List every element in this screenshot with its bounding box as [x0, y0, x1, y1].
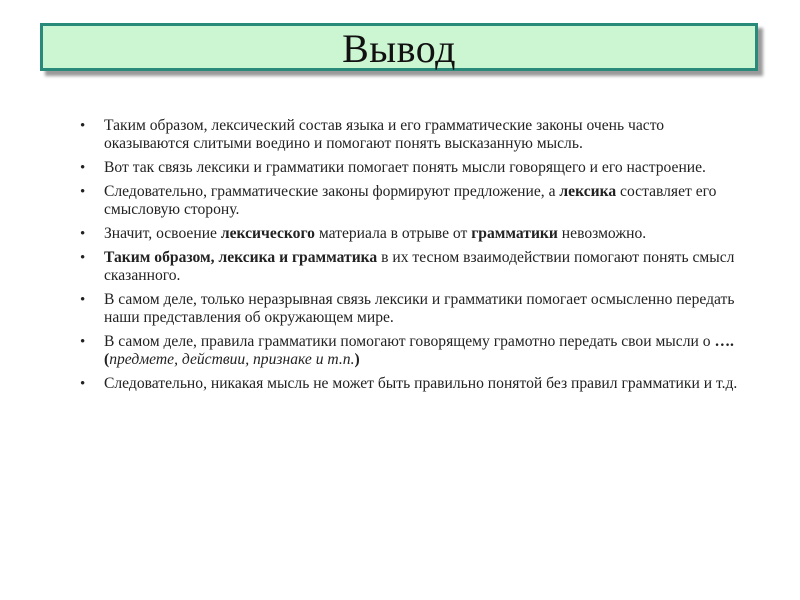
bullet-text: Следовательно, грамматические законы формируют предложение, а: [104, 183, 560, 200]
bullet-item: [80, 375, 745, 393]
bullet-item: [80, 159, 745, 177]
bullet-text: составляет его смысловую сторону.: [104, 183, 717, 218]
bullet-list: [80, 117, 745, 399]
slide-title: Вывод: [342, 26, 456, 71]
bullet-item: [80, 291, 745, 327]
bullet-text: Значит, освоение: [104, 225, 221, 242]
bullet-text: в их тесном взаимодействии помогают понять смысл сказанного.: [104, 249, 735, 284]
bullet-text: Вот так связь лексики и грамматики помогает понять мысли говорящего и его настроение.: [104, 159, 706, 176]
bullet-item: [80, 225, 745, 243]
bullet-item: [80, 117, 745, 153]
title-box: [40, 23, 758, 71]
bullet-text: В самом деле, правила грамматики помогают говорящему грамотно передать свои мысли о: [104, 333, 715, 350]
bullet-text: Таким образом, лексический состав языка и его грамматические законы очень часто оказываются слитыми воедино и помогают понять высказанную мысль.: [104, 117, 665, 152]
bullet-text: ): [354, 351, 360, 368]
bullet-text: материала в отрыве от: [314, 225, 472, 242]
bullet-item: [80, 183, 745, 219]
bullet-item: [80, 249, 745, 285]
bullet-text: грамматики: [471, 225, 558, 242]
bullet-text: Таким образом, лексика и грамматика: [104, 249, 378, 266]
bullet-text: В самом деле, только неразрывная связь лексики и грамматики помогает осмысленно передать наши представления об окружающем мире.: [104, 291, 735, 326]
bullet-text: лексического: [220, 225, 315, 242]
bullet-text: лексика: [559, 183, 617, 200]
bullet-text: ….(: [104, 333, 734, 368]
bullet-text: предмете, действии, признаке и т.п.: [109, 351, 355, 368]
bullet-item: [80, 333, 745, 369]
bullet-text: Следовательно, никакая мысль не может быть правильно понятой без правил грамматики и т.д.: [104, 375, 738, 392]
bullet-text: невозможно.: [557, 225, 647, 242]
